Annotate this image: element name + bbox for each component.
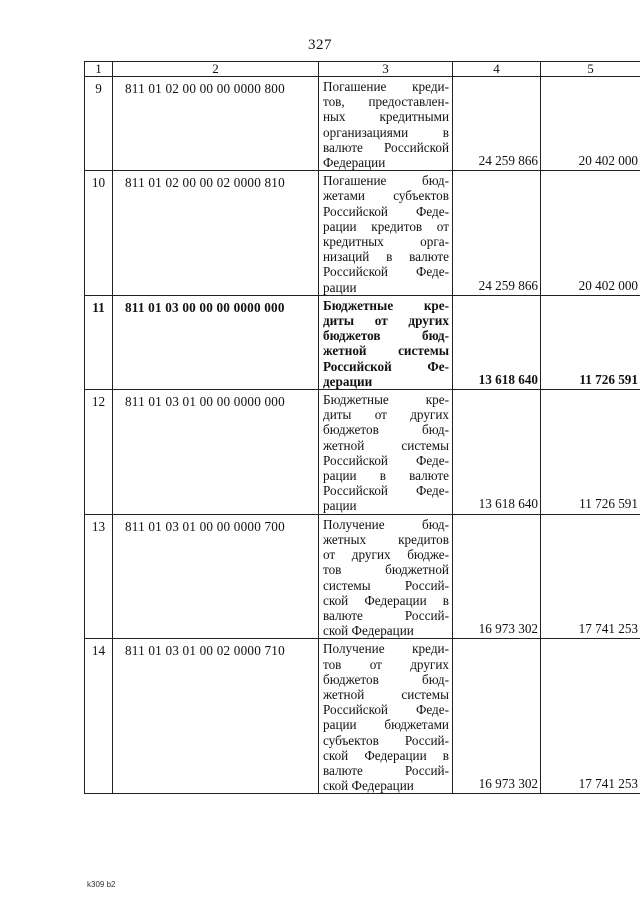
description-line: Российской Феде-	[323, 203, 449, 219]
amount-column-5: 20 402 000	[541, 171, 640, 296]
description-line: Бюджетные кре-	[323, 297, 449, 313]
row-description	[319, 514, 453, 639]
description-line: бюджетов бюд-	[323, 671, 449, 687]
description-line: диты от других	[323, 407, 449, 423]
description-line: бюджетов бюд-	[323, 422, 449, 438]
page-number: 327	[308, 37, 332, 53]
row-description	[319, 390, 453, 515]
budget-code: 811 01 03 01 00 02 0000 710	[113, 639, 319, 794]
description-line: от других бюдже-	[323, 547, 449, 563]
row-description	[319, 77, 453, 171]
description-line: организациями в	[323, 124, 449, 140]
table-row	[85, 514, 640, 639]
description-line: ской Федерации в	[323, 747, 449, 763]
table-row	[85, 295, 640, 389]
description-line: жетами субъектов	[323, 188, 449, 204]
column-header-4: 4	[453, 62, 541, 77]
row-number: 9	[85, 77, 113, 171]
description-line: рации	[323, 498, 357, 514]
amount-column-4: 16 973 302	[453, 514, 541, 639]
budget-code: 811 01 02 00 00 00 0000 800	[113, 77, 319, 171]
description-line: Российской Фе-	[323, 358, 449, 374]
description-line: Получение креди-	[323, 641, 449, 657]
description-line: рации в валюте	[323, 468, 449, 484]
description-line: кредитных орга-	[323, 234, 449, 250]
amount-column-5: 11 726 591	[541, 295, 640, 389]
budget-table	[84, 61, 640, 794]
description-line: тов, предоставлен-	[323, 94, 449, 110]
row-number: 12	[85, 390, 113, 515]
amount-column-4: 24 259 866	[453, 77, 541, 171]
description-line: ской Федерации в	[323, 592, 449, 608]
description-line: жетных кредитов	[323, 531, 449, 547]
table-row	[85, 77, 640, 171]
description-line: Погашение бюд-	[323, 173, 449, 189]
description-line: Российской Феде-	[323, 264, 449, 280]
description-line: валюте Россий-	[323, 607, 449, 623]
description-line: Федерации	[323, 155, 386, 171]
description-line: Бюджетные кре-	[323, 392, 449, 408]
amount-column-5: 17 741 253	[541, 639, 640, 794]
amount-column-4: 16 973 302	[453, 639, 541, 794]
description-line: ской Федерации	[323, 623, 414, 639]
amount-column-5: 11 726 591	[541, 390, 640, 515]
column-header-3: 3	[319, 62, 453, 77]
description-line: рации кредитов от	[323, 218, 449, 234]
description-line: жетной системы	[323, 686, 449, 702]
description-line: субъектов Россий-	[323, 732, 449, 748]
table-header-row	[85, 62, 640, 77]
description-line: валюте Российской	[323, 139, 449, 155]
description-line: жетной системы	[323, 437, 449, 453]
description-line: низаций в валюте	[323, 249, 449, 265]
description-line: тов бюджетной	[323, 562, 449, 578]
description-line: бюджетов бюд-	[323, 328, 449, 344]
row-number: 14	[85, 639, 113, 794]
description-line: Российской Феде-	[323, 452, 449, 468]
table-row	[85, 171, 640, 296]
row-description	[319, 639, 453, 794]
table-body	[85, 77, 640, 794]
table-row	[85, 390, 640, 515]
description-line: рации	[323, 279, 357, 295]
table-row	[85, 639, 640, 794]
description-line: Погашение креди-	[323, 79, 449, 94]
row-number: 11	[85, 295, 113, 389]
description-line: Российской Феде-	[323, 702, 449, 718]
column-header-1: 1	[85, 62, 113, 77]
row-number: 13	[85, 514, 113, 639]
description-line: дерации	[323, 373, 373, 389]
footer-mark: k309 b2	[87, 880, 116, 889]
description-line: Российской Феде-	[323, 483, 449, 499]
description-line: тов от других	[323, 656, 449, 672]
description-line: Получение бюд-	[323, 516, 449, 532]
amount-column-5: 20 402 000	[541, 77, 640, 171]
row-number: 10	[85, 171, 113, 296]
budget-code: 811 01 03 01 00 00 0000 700	[113, 514, 319, 639]
budget-code: 811 01 03 00 00 00 0000 000	[113, 295, 319, 389]
row-description	[319, 295, 453, 389]
row-description	[319, 171, 453, 296]
amount-column-4: 13 618 640	[453, 390, 541, 515]
description-line: рации бюджетами	[323, 717, 449, 733]
column-header-2: 2	[113, 62, 319, 77]
amount-column-4: 13 618 640	[453, 295, 541, 389]
amount-column-4: 24 259 866	[453, 171, 541, 296]
description-line: ской Федерации	[323, 778, 414, 794]
budget-code: 811 01 02 00 00 02 0000 810	[113, 171, 319, 296]
description-line: диты от других	[323, 313, 449, 329]
description-line: ных кредитными	[323, 109, 449, 125]
description-line: системы Россий-	[323, 577, 449, 593]
description-line: жетной системы	[323, 343, 449, 359]
amount-column-5: 17 741 253	[541, 514, 640, 639]
budget-code: 811 01 03 01 00 00 0000 000	[113, 390, 319, 515]
description-line: валюте Россий-	[323, 762, 449, 778]
column-header-5: 5	[541, 62, 640, 77]
